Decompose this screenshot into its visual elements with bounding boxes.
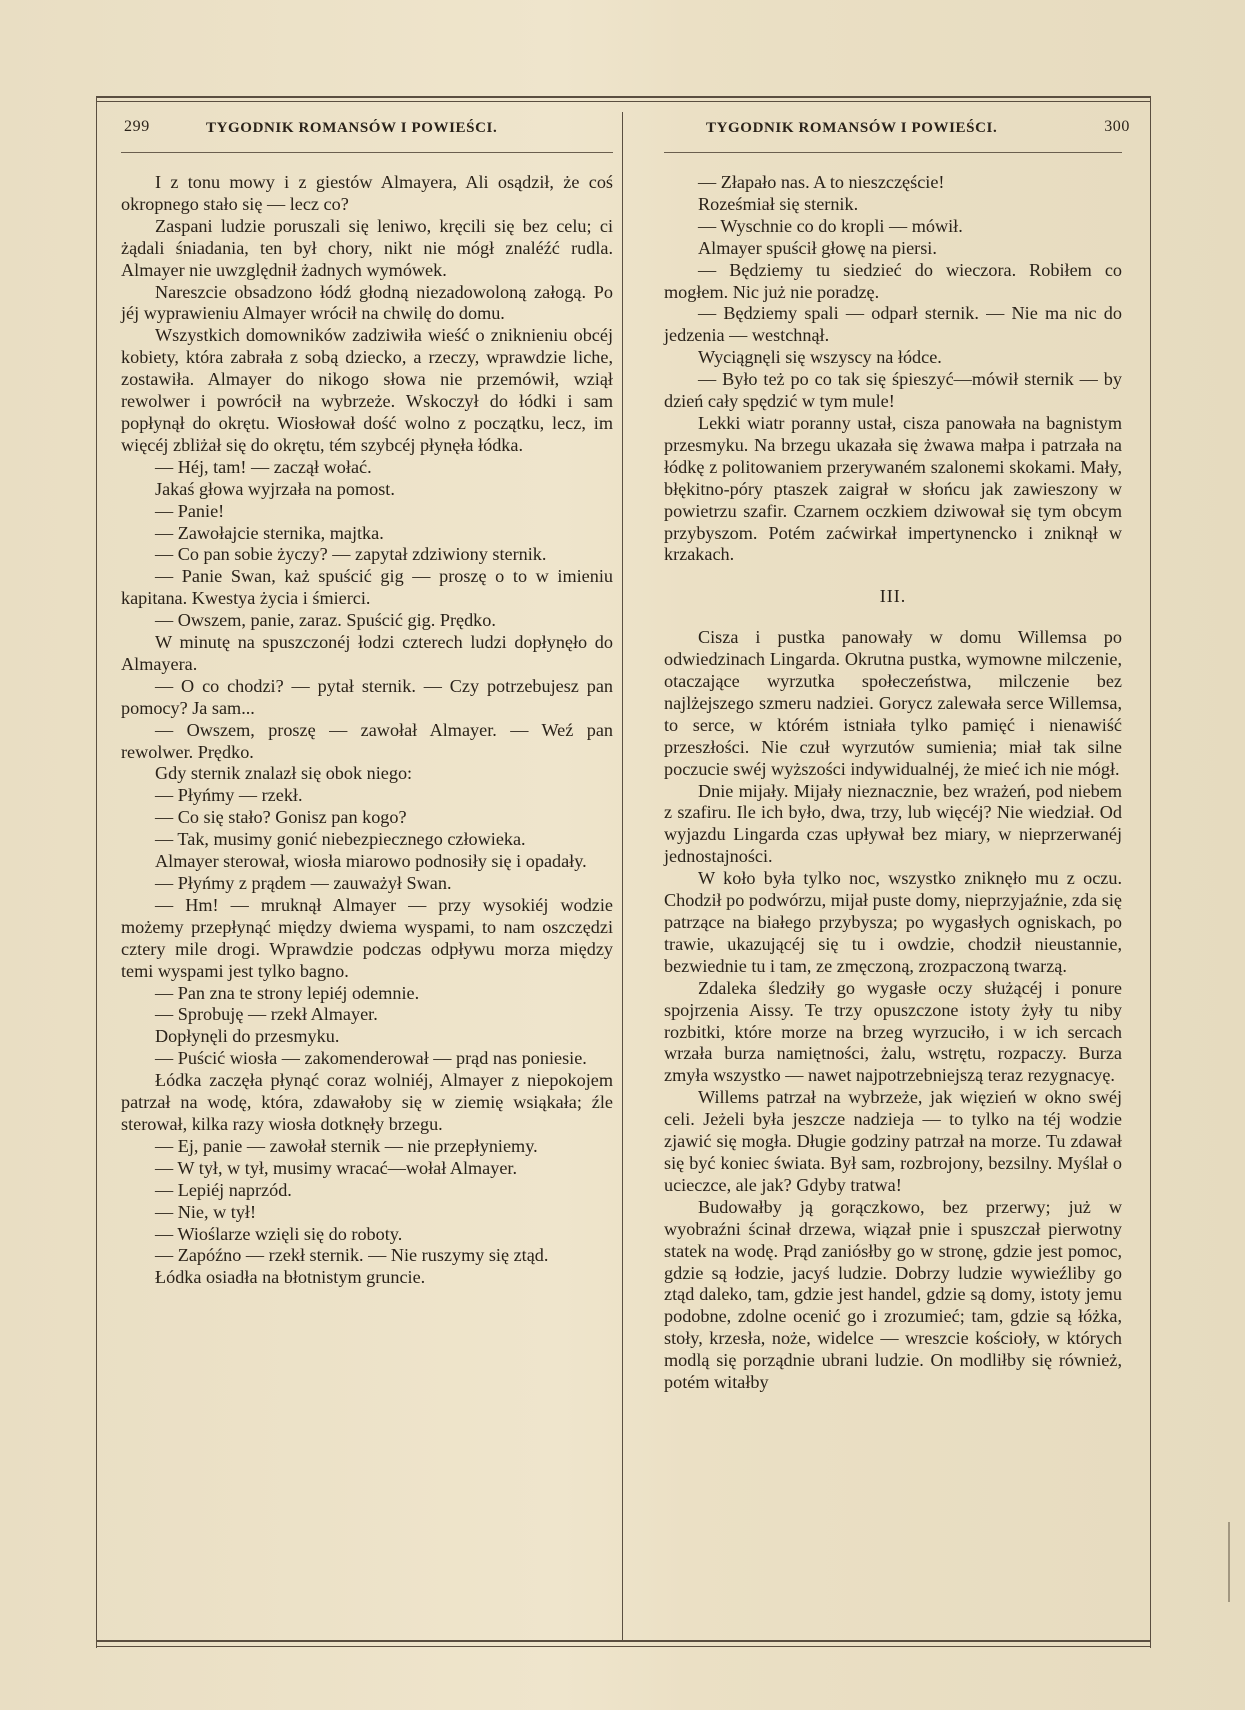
- right-border-rule: [1150, 96, 1151, 1648]
- paragraph: — Płyńmy z prądem — zauważył Swan.: [155, 873, 452, 893]
- section-heading: III.: [879, 586, 907, 607]
- right-column-upper-text: [664, 172, 1122, 566]
- paragraph: Nareszcie obsadzono łódź głodną niezadowoloną załogą. Po jéj wyprawieniu Almayer wrócił na chwilę do domu.: [121, 281, 613, 324]
- right-header-title: TYGODNIK ROMANSÓW I POWIEŚCI.: [706, 120, 998, 136]
- paragraph: — Wyschnie co do kropli — mówił.: [698, 215, 963, 236]
- right-page-number: 300: [1104, 118, 1130, 135]
- left-running-header: [118, 118, 608, 144]
- paragraph: — Panie!: [155, 500, 225, 521]
- paragraph: — Nie, w tył!: [155, 1201, 257, 1222]
- top-border-rule: [96, 96, 1150, 98]
- paragraph: Zaspani ludzie poruszali się leniwo, kręcili się bez celu; ci żądali śniadania, ten był chory, nikt nie mógł znaléźć rudla. Almayer nie uwzględnił żadnych wymówek.: [121, 215, 613, 280]
- paragraph: Almayer spuścił głowę na piersi.: [698, 237, 937, 258]
- page-edge-mark: [1228, 1522, 1240, 1602]
- paragraph: Zdaleka śledziły go wygasłe oczy służącéj i ponure spojrzenia Aissy. Te trzy opuszczone istoty żyły tu niby rozbitki, które morze na brzeg wyrzuciło, i w ich sercach wrzała burza namiętności, żalu, wstrętu, rozpaczy. Burza zmyła wszystko — nawet najpotrzebniejszą teraz rezygnacyę.: [664, 977, 1122, 1086]
- paragraph: Dopłynęli do przesmyku.: [155, 1026, 340, 1047]
- left-header-title: TYGODNIK ROMANSÓW I POWIEŚCI.: [206, 120, 498, 136]
- paragraph: Łódka zaczęła płynąć coraz wolniéj, Almayer z niepokojem patrzał na wodę, która, zdawałoby się w ziemię wsiąkała; źle sterował, kilka razy wiosła dotknęły brzegu.: [121, 1070, 613, 1134]
- paragraph: — Będziemy tu siedzieć do wieczora. Robiłem co mogłem. Nic już nie poradzę.: [664, 259, 1122, 302]
- paragraph: — Zawołajcie sternika, majtka.: [155, 522, 384, 543]
- left-page-number: 299: [124, 118, 150, 135]
- right-running-header: [636, 118, 1136, 144]
- right-column-lower-text: [664, 627, 1122, 1394]
- paragraph: — Hm! — mruknął Almayer — przy wysokiéj wodzie możemy przepłynąć między dwiema wyspami, to nam oszczędzi cztery mile drogi. Wprawdzie podczas odpływu morza między temi wyspami jest tylko bagno.: [121, 894, 613, 981]
- paragraph: — Płyńmy — rzekł.: [155, 785, 303, 806]
- top-border-rule-inner: [96, 101, 1150, 102]
- paragraph: — Tak, musimy gonić niebezpiecznego człowieka.: [155, 829, 526, 850]
- paragraph: — Było też po co tak się śpieszyć—mówił sternik — by dzień cały spędzić w tym mule!: [664, 369, 1122, 412]
- paragraph: Lekki wiatr poranny ustał, cisza panowała na bagnistym przesmyku. Na brzegu ukazała się żwawa małpa i patrzała na łódkę z politowaniem przerywaném szalonemi skokami. Mały, błękitno-póry ptaszek zaigrał w słońcu jak zawieszony w powietrzu szafir. Czarnem oczkiem dziwował się tym obcym przybyszom. Potém zaćwirkał impertynencko i zniknął w krzakach.: [664, 412, 1122, 565]
- paragraph: — W tył, w tył, musimy wracać—wołał Almayer.: [155, 1157, 518, 1178]
- bottom-border-rule: [96, 1640, 1150, 1642]
- paragraph: Jakaś głowa wyjrzała na pomost.: [155, 478, 395, 499]
- paragraph: I z tonu mowy i z giestów Almayera, Ali osądził, że coś okropnego stało się — lecz co?: [121, 172, 613, 214]
- paragraph: — Wioślarze wzięli się do roboty.: [155, 1223, 403, 1244]
- paragraph: — Będziemy spali — odparł sternik. — Nie ma nic do jedzenia — westchnął.: [664, 303, 1122, 346]
- paragraph: — O co chodzi? — pytał sternik. — Czy potrzebujesz pan pomocy? Ja sam...: [121, 675, 613, 718]
- paragraph: W koło była tylko noc, wszystko zniknęło mu z oczu. Chodził po podwórzu, mijał puste domy, nieprzyjaźnie, zda się patrzące na białego przybysza; po wygasłych ogniskach, po trawie, ukazującéj się tu i owdzie, chodził nieustannie, bezwiednie tu i tam, ze zmęczoną, zrozpaczoną twarzą.: [664, 868, 1122, 976]
- paragraph: — Ej, panie — zawołał sternik — nie przepłyniemy.: [155, 1135, 538, 1156]
- paragraph: — Co pan sobie życzy? — zapytał zdziwiony sternik.: [155, 544, 547, 565]
- paragraph: Wyciągnęli się wszyscy na łódce.: [698, 347, 942, 368]
- paragraph: Wszystkich domowników zadziwiła wieść o zniknieniu obcéj kobiety, która zabrała z sobą dziecko, a rzeczy, wprawdzie liche, zostawiła. Almayer do nikogo słowa nie przemówił, wziął rewolwer i powrócił na wybrzeże. Wskoczył do łódki i sam popłynął do okrętu. Wiosłował dość wolno z początku, lecz, im więcéj zbliżał się do okrętu, tém szybcéj płynęła łódka.: [121, 325, 613, 455]
- paragraph: — Złapało nas. A to nieszczęście!: [698, 172, 945, 192]
- bottom-border-rule-inner: [96, 1646, 1150, 1647]
- paragraph: W minutę na spuszczonéj łodzi czterech ludzi dopłynęło do Almayera.: [121, 632, 613, 674]
- paragraph: Dnie mijały. Mijały nieznacznie, bez wrażeń, pod niebem z szafiru. Ile ich było, dwa, trzy, lub więcéj? Nie wiedział. Od wyjazdu Lingarda czas upływał bez miary, w nieprzerwanéj jednostajności.: [664, 780, 1122, 867]
- paragraph: Roześmiał się sternik.: [698, 193, 859, 214]
- paragraph: — Héj, tam! — zaczął wołać.: [155, 456, 372, 477]
- paragraph: — Owszem, panie, zaraz. Spuścić gig. Prędko.: [155, 610, 496, 631]
- paragraph: Almayer sterował, wiosła miarowo podnosiły się i opadały.: [155, 851, 587, 872]
- paragraph: — Owszem, proszę — zawołał Almayer. — Weź pan rewolwer. Prędko.: [121, 719, 613, 762]
- left-border-rule: [96, 96, 97, 1648]
- paragraph: — Pan zna te strony lepiéj odemnie.: [155, 982, 420, 1003]
- paragraph: Łódka osiadła na błotnistym gruncie.: [155, 1267, 426, 1288]
- left-header-rule: [121, 152, 613, 153]
- paragraph: Budowałby ją gorączkowo, bez przerwy; już w wyobraźni ścinał drzewa, wiązał pnie i spuszczał pierwotny statek na wodę. Prąd zaniósłby go w stronę, gdzie jest pomoc, gdzie są łodzie, jacyś ludzie. Dobrzy ludzie wywieźliby go ztąd daleko, tam, gdzie jest handel, gdzie są domy, istoty jemu podobne, zdolne ocenić go i zrozumieć; tam, gdzie są łóżka, stoły, krzesła, noże, widelce — wreszcie kościoły, w których modlą się porządnie ubrani ludzie. On modliłby się również, potém witałby: [664, 1196, 1122, 1393]
- paragraph: — Panie Swan, każ spuścić gig — proszę o to w imieniu kapitana. Kwestya życia i śmierci.: [121, 566, 613, 609]
- paragraph: — Sprobuję — rzekł Almayer.: [155, 1004, 378, 1025]
- paragraph: — Co się stało? Gonisz pan kogo?: [155, 807, 407, 828]
- left-text-column: [121, 172, 613, 1289]
- paragraph: Gdy sternik znalazł się obok niego:: [155, 763, 413, 784]
- column-divider: [622, 112, 623, 1640]
- paragraph: — Lepiéj naprzód.: [155, 1179, 292, 1200]
- paragraph: — Zapóźno — rzekł sternik. — Nie ruszymy się ztąd.: [155, 1245, 549, 1266]
- paragraph: — Puścić wiosła — zakomenderował — prąd nas poniesie.: [155, 1048, 587, 1069]
- paragraph: Cisza i pustka panowały w domu Willemsa po odwiedzinach Lingarda. Okrutna pustka, wymowne milczenie, otaczające wyrzutka społeczeństwa, milczenie bez najlżejszego szmeru nadziei. Gorycz zalewała serce Willemsa, to serce, w którém istniała tylko pamięć i nienawiść przeszłości. Nie czuł wyrzutów sumienia; miał tak silne poczucie swéj wyższości indywidualnéj, że mieć ich nie mógł.: [664, 627, 1122, 779]
- paragraph: Willems patrzał na wybrzeże, jak więzień w okno swéj celi. Jeżeli była jeszcze nadzieja — to tylko na téj wodzie zjawić się mogła. Długie godziny patrzał na morze. Tu zdawał się być koniec świata. Był sam, rozbrojony, bezsilny. Myślał o ucieczce, ale jak? Gdyby tratwa!: [664, 1087, 1122, 1195]
- right-header-rule: [664, 152, 1122, 153]
- right-text-column: [664, 172, 1122, 1394]
